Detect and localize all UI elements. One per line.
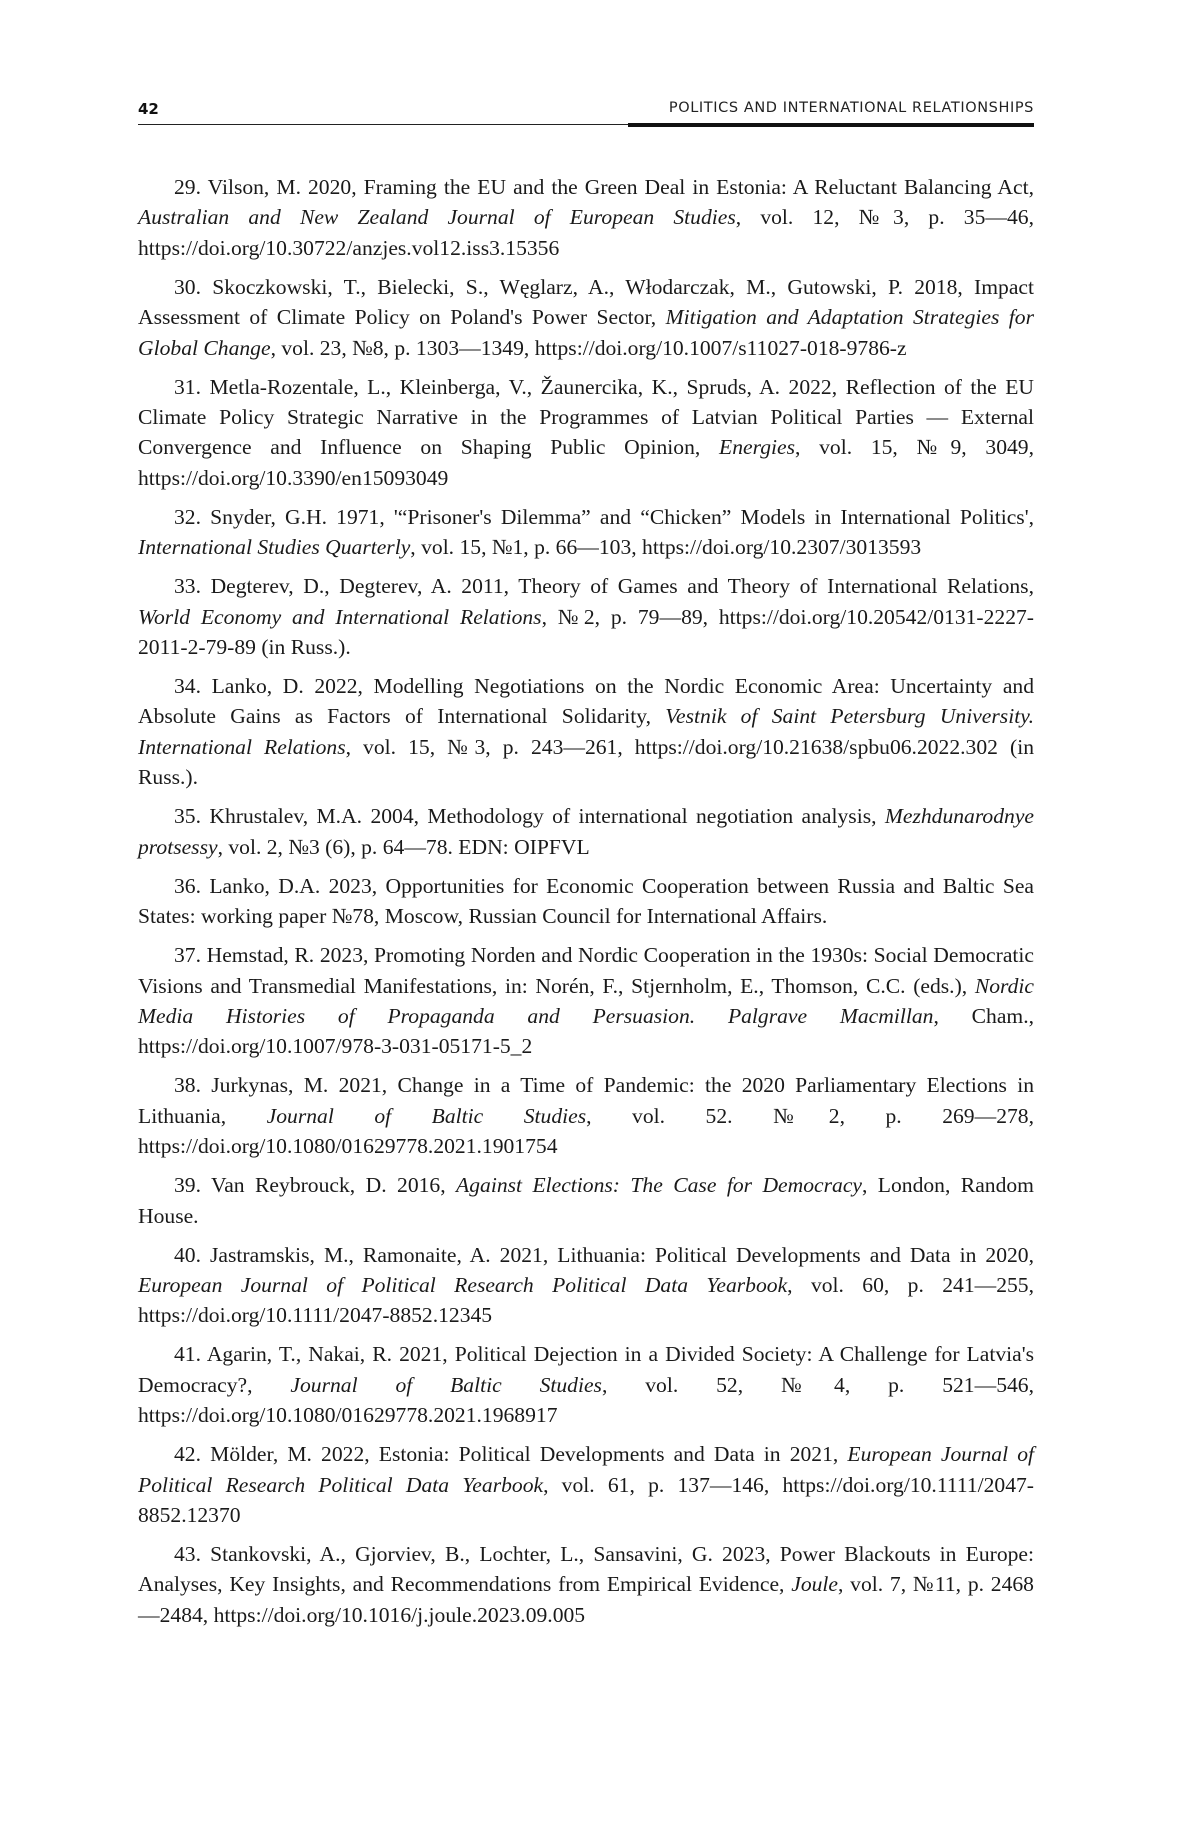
- reference-text: 42. Mölder, M. 2022, Estonia: Political Developments and Data in 2021,: [174, 1442, 848, 1467]
- reference-text: 34. Lanko, D. 2022, Modelling Negotiations on the Nordic Economic Area: Uncertainty and Absolute Gains as Factors of International Solidarity,: [138, 674, 1034, 729]
- reference-source-title: Vestnik of Saint Petersburg University. International Relations: [138, 704, 1034, 759]
- reference-entry-29: [138, 172, 1034, 263]
- reference-text: 35. Khrustalev, M.A. 2004, Methodology of international negotiation analysis,: [174, 804, 885, 829]
- reference-text: , vol. 2, №3 (6), p. 64—78. EDN: OIPFVL: [217, 834, 590, 859]
- reference-text: , vol. 23, №8, p. 1303—1349, https://doi.org/10.1007/s11027-018-9786-z: [270, 335, 907, 360]
- reference-source-title: Mitigation and Adaptation Strategies for Global Change: [138, 305, 1034, 360]
- reference-text: , vol. 60, p. 241—255, https://doi.org/10.1111/2047-8852.12345: [138, 1272, 1034, 1328]
- reference-text: 32. Snyder, G.H. 1971, '“Prisoner's Dilemma” and “Chicken” Models in International Politics',: [174, 504, 1034, 529]
- reference-entry-40: [138, 1240, 1034, 1331]
- reference-text: 29. Vilson, M. 2020, Framing the EU and the Green Deal in Estonia: A Reluctant Balancing Act,: [174, 175, 1034, 199]
- reference-source-title: Journal of Baltic Studies: [290, 1372, 602, 1397]
- reference-text: , vol. 15, №3, p. 243—261, https://doi.org/10.21638/spbu06.2022.302 (in Russ.).: [138, 734, 1034, 790]
- reference-source-title: Nordic Media Histories of Propaganda and Persuasion. Palgrave Macmillan: [138, 973, 1034, 1028]
- running-title: POLITICS AND INTERNATIONAL RELATIONSHIPS: [668, 100, 1034, 116]
- reference-source-title: Joule: [791, 1572, 838, 1597]
- reference-source-title: Australian and New Zealand Journal of European Studies: [138, 205, 736, 230]
- reference-entry-36: [138, 871, 1034, 932]
- reference-text: , vol. 52, №4, p. 521—546, https://doi.org/10.1080/01629778.2021.1968917: [138, 1372, 1034, 1428]
- reference-text: , Cham., https://doi.org/10.1007/978-3-031-05171-5_2: [138, 1003, 1034, 1059]
- reference-source-title: European Journal of Political Research Political Data Yearbook: [138, 1442, 1034, 1497]
- reference-text: , vol. 7, №11, p. 2468—2484, https://doi.org/10.1016/j.joule.2023.09.005: [138, 1572, 1034, 1627]
- page-header: [138, 96, 1034, 136]
- header-rule-accent: [628, 123, 1034, 127]
- reference-text: 41. Agarin, T., Nakai, R. 2021, Political Dejection in a Divided Society: A Challenge for Latvia's Democracy?,: [138, 1342, 1034, 1397]
- reference-source-title: Mezhdunarodnye protsessy: [138, 804, 1034, 859]
- reference-text: , vol. 52. №2, p. 269—278, https://doi.org/10.1080/01629778.2021.1901754: [138, 1103, 1034, 1159]
- reference-entry-35: [138, 801, 1034, 862]
- reference-text: 37. Hemstad, R. 2023, Promoting Norden and Nordic Cooperation in the 1930s: Social Democratic Visions and Transmedial Manifestations, in: Norén, F., Stjernholm, E., Thomson, C.C. (eds.),: [138, 943, 1034, 998]
- reference-entry-34: [138, 671, 1034, 793]
- reference-text: 31. Metla-Rozentale, L., Kleinberga, V., Žaunercika, K., Spruds, A. 2022, Reflection of the EU Climate Policy Strategic Narrative in the Programmes of Latvian Political Parties — External Convergence and Influence on Shaping Public Opinion,: [138, 374, 1034, 460]
- reference-entry-41: [138, 1339, 1034, 1430]
- reference-text: , №2, p. 79—89, https://doi.org/10.20542/0131-2227-2011-2-79-89 (in Russ.).: [138, 604, 1034, 660]
- reference-entry-42: [138, 1439, 1034, 1530]
- reference-entry-31: [138, 372, 1034, 494]
- reference-entry-30: [138, 272, 1034, 363]
- reference-source-title: Journal of Baltic Studies: [266, 1103, 587, 1128]
- reference-source-title: European Journal of Political Research Political Data Yearbook: [138, 1272, 788, 1297]
- reference-source-title: World Economy and International Relations: [138, 604, 542, 629]
- reference-source-title: Against Elections: The Case for Democracy: [456, 1173, 862, 1198]
- reference-text: 33. Degterev, D., Degterev, A. 2011, Theory of Games and Theory of International Relations,: [174, 574, 1034, 599]
- reference-text: , London, Random House.: [138, 1173, 1034, 1228]
- reference-entry-39: [138, 1170, 1034, 1231]
- reference-entry-38: [138, 1070, 1034, 1161]
- reference-entry-33: [138, 571, 1034, 662]
- reference-list: [138, 172, 1034, 1639]
- page-number: 42: [138, 100, 159, 118]
- reference-text: 43. Stankovski, A., Gjorviev, B., Lochter, L., Sansavini, G. 2023, Power Blackouts in Europe: Analyses, Key Insights, and Recommendations from Empirical Evidence,: [138, 1541, 1034, 1597]
- reference-source-title: Energies: [719, 435, 795, 460]
- reference-text: 36. Lanko, D.A. 2023, Opportunities for Economic Cooperation between Russia and Baltic Sea States: working paper №78, Moscow, Russian Council for International Affairs.: [138, 873, 1034, 929]
- reference-entry-43: [138, 1539, 1034, 1630]
- reference-text: 38. Jurkynas, M. 2021, Change in a Time of Pandemic: the 2020 Parliamentary Elections in Lithuania,: [138, 1073, 1034, 1128]
- reference-text: 39. Van Reybrouck, D. 2016,: [174, 1173, 457, 1198]
- reference-source-title: International Studies Quarterly: [138, 535, 411, 560]
- reference-entry-37: [138, 940, 1034, 1062]
- reference-text: 40. Jastramskis, M., Ramonaite, A. 2021, Lithuania: Political Developments and Data in 2020,: [174, 1242, 1034, 1267]
- reference-text: , vol. 15, №9, 3049, https://doi.org/10.3390/en15093049: [138, 435, 1034, 490]
- reference-text: , vol. 12, №3, p. 35—46, https://doi.org/10.30722/anzjes.vol12.iss3.15356: [138, 205, 1034, 260]
- reference-text: , vol. 15, №1, p. 66—103, https://doi.org/10.2307/3013593: [410, 535, 922, 560]
- reference-entry-32: [138, 502, 1034, 563]
- reference-text: , vol. 61, p. 137—146, https://doi.org/10.1111/2047-8852.12370: [138, 1472, 1034, 1527]
- reference-text: 30. Skoczkowski, T., Bielecki, S., Węglarz, A., Włodarczak, M., Gutowski, P. 2018, Impact Assessment of Climate Policy on Poland's Power Sector,: [138, 274, 1034, 330]
